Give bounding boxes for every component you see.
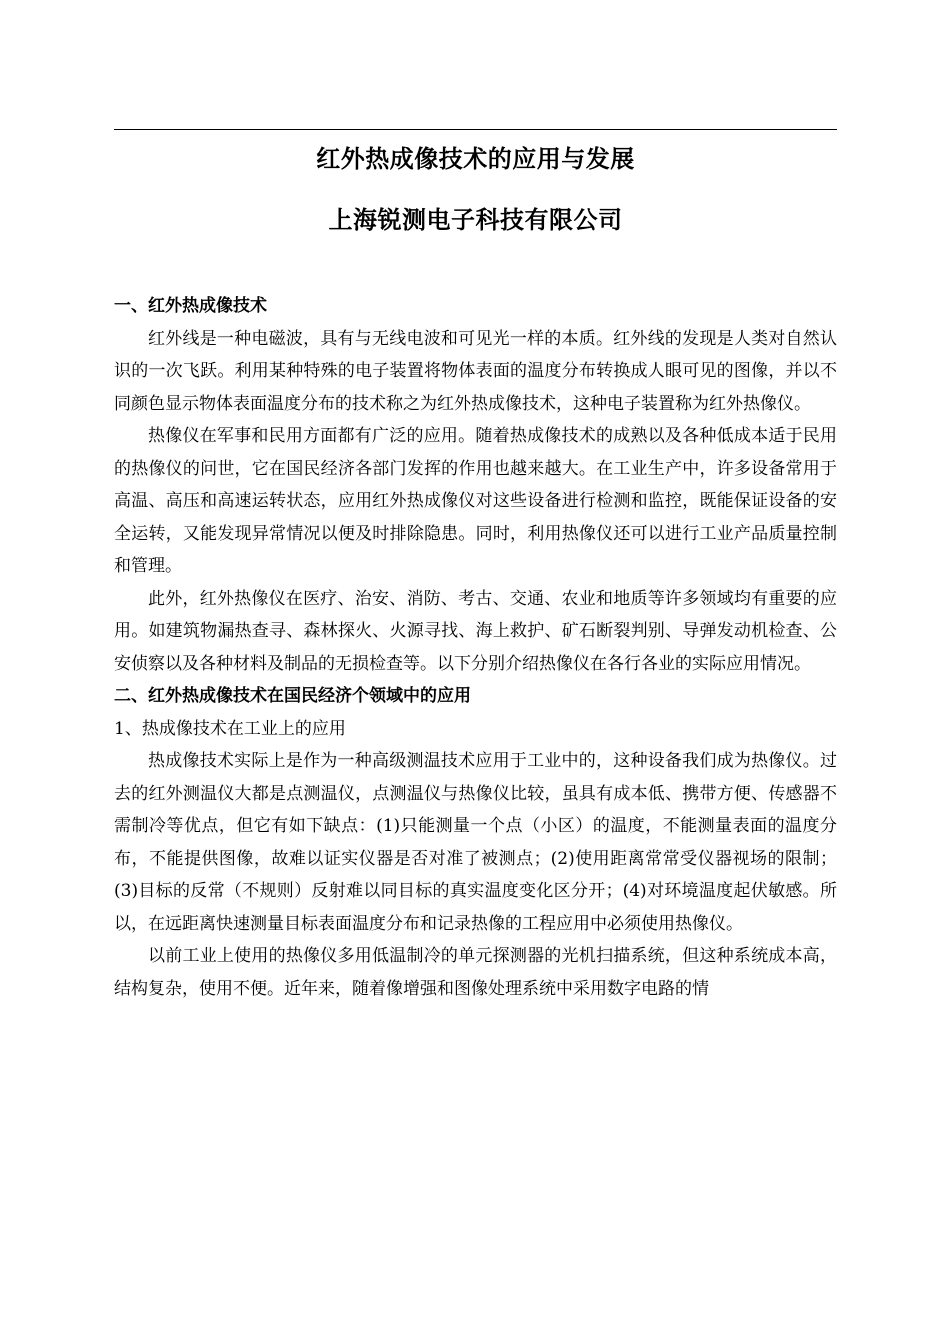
company-name: 上海锐测电子科技有限公司 — [328, 205, 623, 234]
document-body — [114, 290, 837, 1005]
subsection-heading: 1、热成像技术在工业上的应用 — [114, 718, 346, 739]
paragraph: 以前工业上使用的热像仪多用低温制冷的单元探测器的光机扫描系统，但这种系统成本高，结构复杂，使用不便。近年来，随着像增强和图像处理系统中采用数字电路的情 — [114, 946, 837, 999]
document-title: 红外热成像技术的应用与发展 — [316, 144, 635, 173]
paragraph: 红外线是一种电磁波，具有与无线电波和可见光一样的本质。红外线的发现是人类对自然认识的一次飞跃。利用某种特殊的电子装置将物体表面的温度分布转换成人眼可见的图像，并以不同颜色显示物体表面温度分布的技术称之为红外热成像技术，这种电子装置称为红外热像仪。 — [114, 328, 837, 414]
paragraph: 热成像技术实际上是作为一种高级测温技术应用于工业中的，这种设备我们成为热像仪。过去的红外测温仪大都是点测温仪，点测温仪与热像仪比较，虽具有成本低、携带方便、传感器不需制冷等优点，但它有如下缺点：(1)只能测量一个点（小区）的温度，不能测量表面的温度分布，不能提供图像，故难以证实仪器是否对准了被测点；(2)使用距离常常受仪器视场的限制；(3)目标的反常（不规则）反射难以同目标的真实温度变化区分开；(4)对环境温度起伏敏感。所以，在远距离快速测量目标表面温度分布和记录热像的工程应用中必须使用热像仪。 — [114, 751, 837, 934]
header-rule — [114, 129, 837, 130]
paragraph: 此外，红外热像仪在医疗、治安、消防、考古、交通、农业和地质等许多领域均有重要的应用。如建筑物漏热查寻、森林探火、火源寻找、海上救护、矿石断裂判别、导弹发动机检查、公安侦察以及各种材料及制品的无损检查等。以下分别介绍热像仪在各行各业的实际应用情况。 — [114, 588, 837, 674]
section-heading: 二、红外热成像技术在国民经济个领域中的应用 — [114, 686, 471, 706]
section-heading: 一、红外热成像技术 — [114, 296, 267, 316]
paragraph: 热像仪在军事和民用方面都有广泛的应用。随着热成像技术的成熟以及各种低成本适于民用的热像仪的问世，它在国民经济各部门发挥的作用也越来越大。在工业生产中，许多设备常用于高温、高压和高速运转状态，应用红外热成像仪对这些设备进行检测和监控，既能保证设备的安全运转，又能发现异常情况以便及时排除隐患。同时，利用热像仪还可以进行工业产品质量控制和管理。 — [114, 426, 837, 576]
